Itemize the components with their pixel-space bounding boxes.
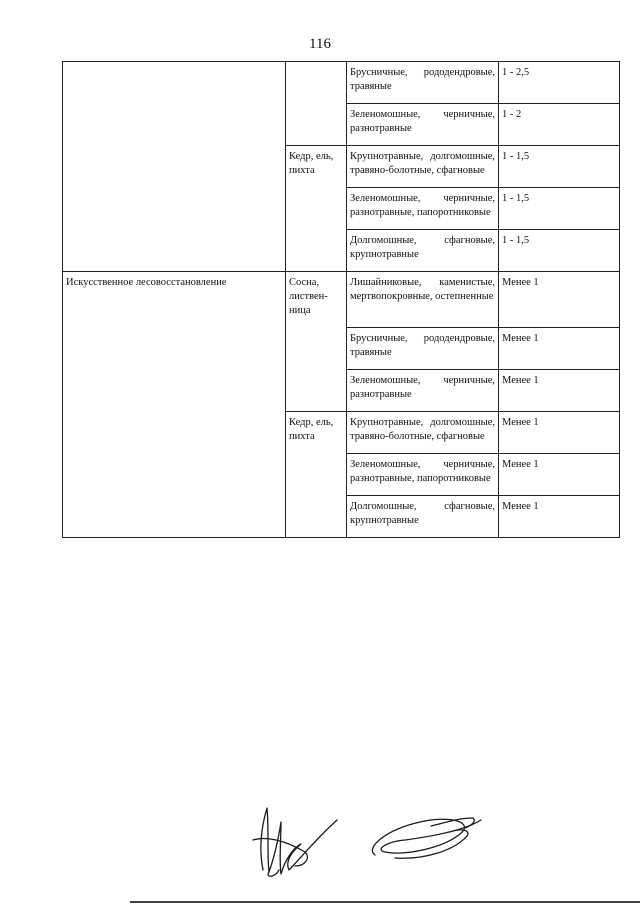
species-cell: Сосна, листвен-ница — [286, 272, 347, 412]
forest-type-cell: Крупнотравные, долгомошные, травяно-болотные, сфагновые — [347, 412, 499, 454]
page-edge-line — [130, 901, 640, 903]
value-cell: 1 - 2 — [499, 104, 620, 146]
forest-type-cell: Крупнотравные, долгомошные, травяно-болотные, сфагновые — [347, 146, 499, 188]
table-row — [63, 272, 620, 328]
value-cell: Менее 1 — [499, 412, 620, 454]
value-cell: Менее 1 — [499, 328, 620, 370]
handwritten-signature-icon — [245, 800, 505, 880]
value-cell: Менее 1 — [499, 496, 620, 538]
forest-type-cell: Зеленомошные, черничные, разнотравные — [347, 370, 499, 412]
forest-type-cell: Зеленомошные, черничные, разнотравные — [347, 104, 499, 146]
page-number: 116 — [309, 36, 331, 52]
forest-type-cell: Зеленомошные, черничные, разнотравные, папоротниковые — [347, 454, 499, 496]
species-cell: Кедр, ель, пихта — [286, 146, 347, 272]
value-cell: 1 - 1,5 — [499, 188, 620, 230]
forest-type-cell: Брусничные, рододендровые, травяные — [347, 62, 499, 104]
forest-type-cell: Зеленомошные, черничные, разнотравные, папоротниковые — [347, 188, 499, 230]
forest-type-cell: Долгомошные, сфагновые, крупнотравные — [347, 496, 499, 538]
forest-type-cell: Долгомошные, сфагновые, крупнотравные — [347, 230, 499, 272]
table-row — [63, 62, 620, 104]
species-cell — [286, 62, 347, 146]
value-cell: 1 - 1,5 — [499, 146, 620, 188]
forest-type-cell: Брусничные, рододендровые, травяные — [347, 328, 499, 370]
value-cell: 1 - 2,5 — [499, 62, 620, 104]
method-cell: Искусственное лесовосстановление — [63, 272, 286, 538]
value-cell: 1 - 1,5 — [499, 230, 620, 272]
value-cell: Менее 1 — [499, 454, 620, 496]
forest-type-cell: Лишайниковые, каменистые, мертвопокровные, остепненные — [347, 272, 499, 328]
forest-regeneration-table — [62, 61, 620, 538]
value-cell: Менее 1 — [499, 272, 620, 328]
species-cell: Кедр, ель, пихта — [286, 412, 347, 538]
value-cell: Менее 1 — [499, 370, 620, 412]
method-cell — [63, 62, 286, 272]
